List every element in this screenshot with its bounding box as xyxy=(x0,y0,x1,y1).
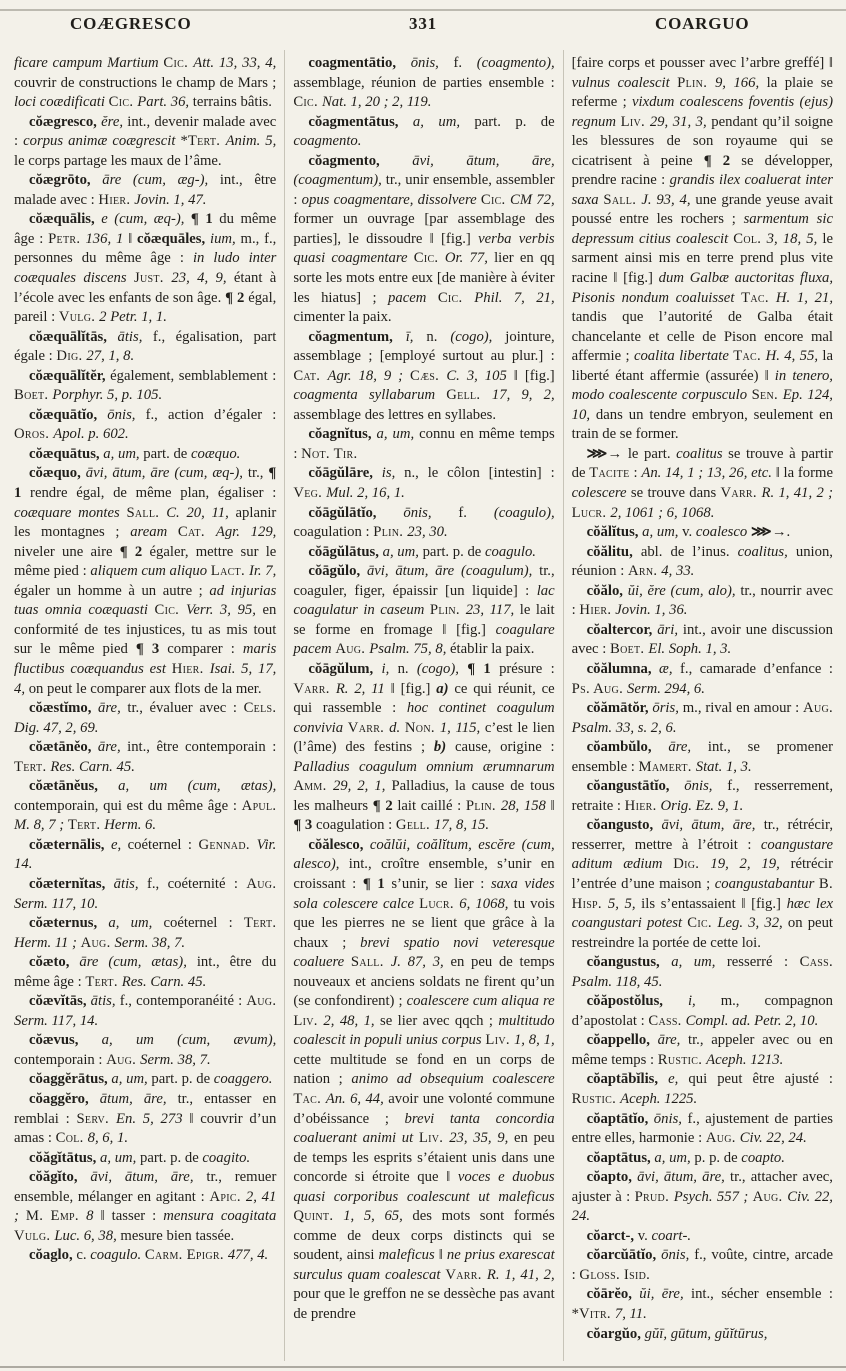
dictionary-entry: cŏaptātĭo, ōnis, f., ajustement de parties entre elles, harmonie : Aug. Civ. 22, 24. xyxy=(571,1110,833,1147)
dictionary-entry: cŏălitu, abl. de l’inus. coalitus, union, réunion : Arn. 4, 33. xyxy=(571,543,833,580)
column-2 xyxy=(284,50,562,1361)
dictionary-entry: cŏārĕo, ŭi, ēre, int., sécher ensemble : *Vitr. 7, 11. xyxy=(571,1286,833,1322)
dictionary-entry: cŏæstĭmo, āre, tr., évaluer avec : Cels. Dig. 47, 2, 69. xyxy=(14,700,277,736)
dictionary-entry: cŏapto, āvi, ātum, āre, tr., attacher avec, ajuster à : Prud. Psych. 557 ; Aug. Civ. 22, 24. xyxy=(571,1169,833,1225)
column-1 xyxy=(6,50,284,1361)
dictionary-entry: cŏætāněus, a, um (cum, ætas), contemporain, qui est du même âge : Apul. M. 8, 7 ; Tert. Herm. 6. xyxy=(14,778,277,834)
dictionary-entry: cŏangustus, a, um, resserré : Cass. Psalm. 118, 45. xyxy=(571,954,833,990)
page-header xyxy=(0,14,846,34)
dictionary-entry: cŏāgŭlātĭo, ōnis, f. (coagulo), coagulation : Plin. 23, 30. xyxy=(293,504,555,541)
dictionary-entry: cŏarcŭātĭo, ōnis, f., voûte, cintre, arcade : Gloss. Isid. xyxy=(571,1247,833,1283)
dictionary-entry: cŏaptābĭlis, e, qui peut être ajusté : Rustic. Aceph. 1225. xyxy=(571,1071,833,1107)
dictionary-entry: cŏævĭtās, ātis, f., contemporanéité : Aug. Serm. 117, 14. xyxy=(14,993,277,1029)
dictionary-entry: cŏæquātĭo, ōnis, f., action d’égaler : Oros. Apol. p. 602. xyxy=(14,406,277,443)
dictionary-entry: cŏambŭlo, āre, int., se promener ensemble : Mamert. Stat. 1, 3. xyxy=(571,739,833,775)
header-guide-word-left: COÆGRESCO xyxy=(70,14,192,33)
dictionary-entry: cŏăgĭtātus, a, um, part. p. de coagito. xyxy=(29,1149,251,1166)
dictionary-entry: cŏāgŭlāre, is, n., le côlon [intestin] : Veg. Mul. 2, 16, 1. xyxy=(293,465,555,502)
dictionary-entry: cŏagnĭtus, a, um, connu en même temps : Not. Tir. xyxy=(293,426,555,462)
dictionary-entry: cŏargŭo, gŭī, gūtum, gŭĭtūrus, xyxy=(586,1325,768,1342)
dictionary-entry: cŏæternĭtas, ātis, f., coéternité : Aug. Serm. 117, 10. xyxy=(14,875,277,912)
header-guide-word-right: COARGUO xyxy=(655,14,750,33)
dictionary-entry: cŏāgŭlātus, a, um, part. p. de coagulo. xyxy=(308,543,536,560)
dictionary-entry: cŏāgŭlo, āvi, ātum, āre (coagulum), tr., coaguler, figer, épaissir [un liquide] : lac coagulatur in caseum Plin. 23, 117, le lait se forme en fromage ‖ [fig.] coagulare pacem Aug. Psalm. 75, 8, établir la paix. xyxy=(293,563,555,658)
dictionary-entry: cŏaltercor, āri, int., avoir une discussion avec : Boet. El. Soph. 1, 3. xyxy=(571,621,833,658)
dictionary-entry: cŏangusto, āvi, ātum, āre, tr., rétrécir, resserrer, mettre à l’étroit : coangustare aditum ædium Dig. 19, 2, 19, rétrécir l’entrée d’une maison ; coangustabantur B. Hisp. 5, 5, ils s’entassaient ‖ [fig.] hæc lex coangustari potest Cic. Leg. 3, 32, on peut restreindre la portée de cette loi. xyxy=(571,817,833,951)
dictionary-entry: cŏăpostŏlus, i, m., compagnon d’apostolat : Cass. Compl. ad. Petr. 2, 10. xyxy=(571,993,833,1029)
dictionary-entry: cŏaptātus, a, um, p. p. de coapto. xyxy=(586,1149,785,1166)
dictionary-entry: cŏæquālĭtĕr, également, semblablement : Boet. Porphyr. 5, p. 105. xyxy=(14,367,277,404)
dictionary-entry: cŏægrōto, āre (cum, æg-), int., être malade avec : Hier. Jovin. 1, 47. xyxy=(14,172,277,208)
dictionary-entry: cŏagmento, āvi, ātum, āre, (coagmentum), tr., unir ensemble, assembler : opus coagmentare, dissolvere Cic. CM 72, former un ouvrage [par assemblage des parties], le dissoudre ‖ [fig.] verba verbis quasi coagmentare Cic. Or. 77, lier en qq sorte les mots entre eux [de manière à éviter les hiatus] ; pacem Cic. Phil. 7, 21, cimenter la paix. xyxy=(293,152,555,326)
scan-artifact-bottom-line xyxy=(0,1366,846,1368)
dictionary-entry: cŏætāněo, āre, int., être contemporain : Tert. Res. Carn. 45. xyxy=(14,739,277,775)
dictionary-entry: cŏappello, āre, tr., appeler avec ou en même temps : Rustic. Aceph. 1213. xyxy=(571,1032,833,1068)
dictionary-entry: cŏæquālĭtās, ātis, f., égalisation, part égale : Dig. 27, 1, 8. xyxy=(14,328,277,365)
dictionary-entry: cŏæquālis, e (cum, æq-), ¶ 1 du même âge : Petr. 136, 1 ‖ cŏæquāles, ium, m., f., personnes du même âge : in ludo inter coæquales discens Just. 23, 4, 9, étant à l’école avec les enfants de son âge. ¶ 2 égal, pareil : Vulg. 2 Petr. 1, 1. xyxy=(14,211,277,326)
dictionary-entry: cŏæquātus, a, um, part. de coæquo. xyxy=(29,445,241,462)
continuation-paragraph: ficare campum Martium Cic. Att. 13, 33, 4, couvrir de constructions le champ de Mars ; loci coædificati Cic. Part. 36, terrains bâtis. xyxy=(14,55,277,111)
dictionary-entry: cŏæto, āre (cum, ætas), int., être du même âge : Tert. Res. Carn. 45. xyxy=(14,954,277,990)
column-3 xyxy=(563,50,841,1361)
dictionary-entry: cŏæquo, āvi, ātum, āre (cum, æq-), tr., ¶ 1 rendre égal, de même plan, égaliser : coæquare montes Sall. C. 20, 11, aplanir les montagnes ; aream Cat. Agr. 129, niveler une aire ¶ 2 égaler, mettre sur le même pied : aliquem cum aliquo Lact. Ir. 7, égaler un homme à un autre ; ad injurias tuas omnia coæquasti Cic. Verr. 3, 95, en conformité de tes injustices, tu as mis tout sur le même pied ¶ 3 comparer : maris fluctibus coæquandus est Hier. Isai. 5, 17, 4, on peut le comparer aux flots de la mer. xyxy=(14,465,277,697)
dictionary-entry: cŏălo, ŭi, ĕre (cum, alo), tr., nourrir avec : Hier. Jovin. 1, 36. xyxy=(571,582,833,619)
dictionary-entry: cŏaggĕro, ātum, āre, tr., entasser en remblai : Serv. En. 5, 273 ‖ couvrir d’un amas : Col. 8, 6, 1. xyxy=(14,1090,277,1147)
dictionary-entry: cŏāgŭlum, i, n. (cogo), ¶ 1 présure : Varr. R. 2, 11 ‖ [fig.] a) ce qui réunit, ce qui rassemble : hoc continet coagulum convivia Varr. d. Non. 1, 115, c’est le lien (l’âme) des festins ; b) cause, origine : Palladius coagulum omnium ærumnarum Amm. 29, 2, 1, Palladius, la cause de tous les malheurs ¶ 2 lait caillé : Plin. 28, 158 ‖ ¶ 3 coagulation : Gell. 17, 8, 15. xyxy=(293,660,555,834)
dictionary-entry: ⋙→ le part. coalitus se trouve à partir de Tacite : An. 14, 1 ; 13, 26, etc. ‖ la forme colescere se trouve dans Varr. R. 1, 41, 2 ; Lucr. 2, 1061 ; 6, 1068. xyxy=(571,445,833,521)
dictionary-entry: cŏæternālis, e, coéternel : Gennad. Vir. 14. xyxy=(14,836,277,873)
dictionary-entry: cŏălesco, coălŭi, coălĭtum, escĕre (cum, alesco), int., croître ensemble, s’unir en croissant : ¶ 1 s’unir, se lier : saxa vides sola colescere calce Lucr. 6, 1068, tu vois que les pierres ne se lient que grâce à la chaux ; brevi spatio novi veteresque coaluere Sall. J. 87, 3, en peu de temps nouveaux et anciens soldats ne firent qu’un (se confondirent) ; coalescere cum aliqua re Liv. 2, 48, 1, se lier avec qqch ; multitudo coalescit in populi unius corpus Liv. 1, 8, 1, cette multitude se fond en un corps de nation ; animo ad obsequium coalescere Tac. An. 6, 44, avoir une volonté commune d’obéissance ; brevi tanta concordia coaluerant animi ut Liv. 23, 35, 9, en peu de temps les esprits s’étaient unis dans une concorde si étroite que ‖ voces e duobus quasi corporibus coalescunt ut maleficus Quint. 1, 5, 65, des mots sont formés comme de deux corps distincts qui se soudent, ainsi maleficus ‖ ne prius exarescat surculus quam coalescat Varr. R. 1, 41, 2, pour que le greffon ne se dessèche pas avant de prendre xyxy=(293,836,555,1322)
dictionary-entry: cŏæternus, a, um, coéternel : Tert. Herm. 11 ; Aug. Serm. 38, 7. xyxy=(14,915,277,951)
text-columns xyxy=(6,50,841,1361)
dictionary-entry: cŏălumna, æ, f., camarade d’enfance : Ps. Aug. Serm. 294, 6. xyxy=(571,660,833,697)
dictionary-entry: cŏangustātĭo, ōnis, f., resserrement, retraite : Hier. Orig. Ez. 9, 1. xyxy=(571,778,834,814)
dictionary-entry: cŏagmentātus, a, um, part. p. de coagmento. xyxy=(293,113,555,150)
continuation-paragraph: [faire corps et pousser avec l’arbre greffé] ‖ vulnus coalescit Plin. 9, 166, la plaie se referme ; vixdum coalescens foventis (ejus) regnum Liv. 29, 31, 3, pendant qu’il soigne les blessures de son royaume qui se cicatrisent à peine ¶ 2 se développer, prendre racine : grandis ilex coaluerat inter saxa Sall. J. 93, 4, une grande yeuse avait poussé entre les rochers ; sarmentum sic depressum citius coalescit Col. 3, 18, 5, le sarment ainsi mis en terre prend plus vite racine ‖ [fig.] dum Galbæ auctoritas fluxa, Pisonis nondum coaluisset Tac. H. 1, 21, tandis que l’autorité de Galba était chancelante et celle de Pison encore mal affermie ; coalita libertate Tac. H. 4, 55, la liberté étant affermie (assurée) ‖ in tenero, modo coalescente corpusculo Sen. Ep. 124, 10, dans un tendre embryon, seulement en train de se former. xyxy=(571,55,833,443)
dictionary-entry: cŏăgĭto, āvi, ātum, āre, tr., remuer ensemble, mélanger en agitant : Apic. 2, 41 ; M. Emp. 8 ‖ tasser : mensura coagitata Vulg. Luc. 6, 38, mesure bien tassée. xyxy=(14,1169,277,1244)
dictionary-entry: cŏămātŏr, ōris, m., rival en amour : Aug. Psalm. 33, s. 2, 6. xyxy=(571,700,833,736)
dictionary-entry: cŏagmentum, ī, n. (cogo), jointure, assemblage ; [employé surtout au plur.] : Cat. Agr. 18, 9 ; Cæs. C. 3, 105 ‖ [fig.] coagmenta syllabarum Gell. 17, 9, 2, assemblage des lettres en syllabes. xyxy=(293,328,555,423)
scan-artifact-top-line xyxy=(0,9,846,11)
dictionary-entry: cŏaglo, c. coagulo. Carm. Epigr. 477, 4. xyxy=(29,1247,269,1264)
dictionary-entry: cŏaggĕrātus, a, um, part. p. de coaggero. xyxy=(29,1071,273,1088)
dictionary-entry: cŏægresco, ĕre, int., devenir malade avec : corpus animæ coægrescit *Tert. Anim. 5, le corps partage les maux de l’âme. xyxy=(14,113,277,169)
dictionary-entry: cŏarct-, v. coart-. xyxy=(586,1227,692,1244)
dictionary-entry: cŏævus, a, um (cum, ævum), contemporain : Aug. Serm. 38, 7. xyxy=(14,1032,277,1068)
page-number: 331 xyxy=(409,14,437,33)
dictionary-entry: coagmentātio, ōnis, f. (coagmento), assemblage, réunion de parties ensemble : Cic. Nat. 1, 20 ; 2, 119. xyxy=(293,55,555,111)
dictionary-entry: cŏălĭtus, a, um, v. coalesco ⋙→. xyxy=(586,524,791,541)
